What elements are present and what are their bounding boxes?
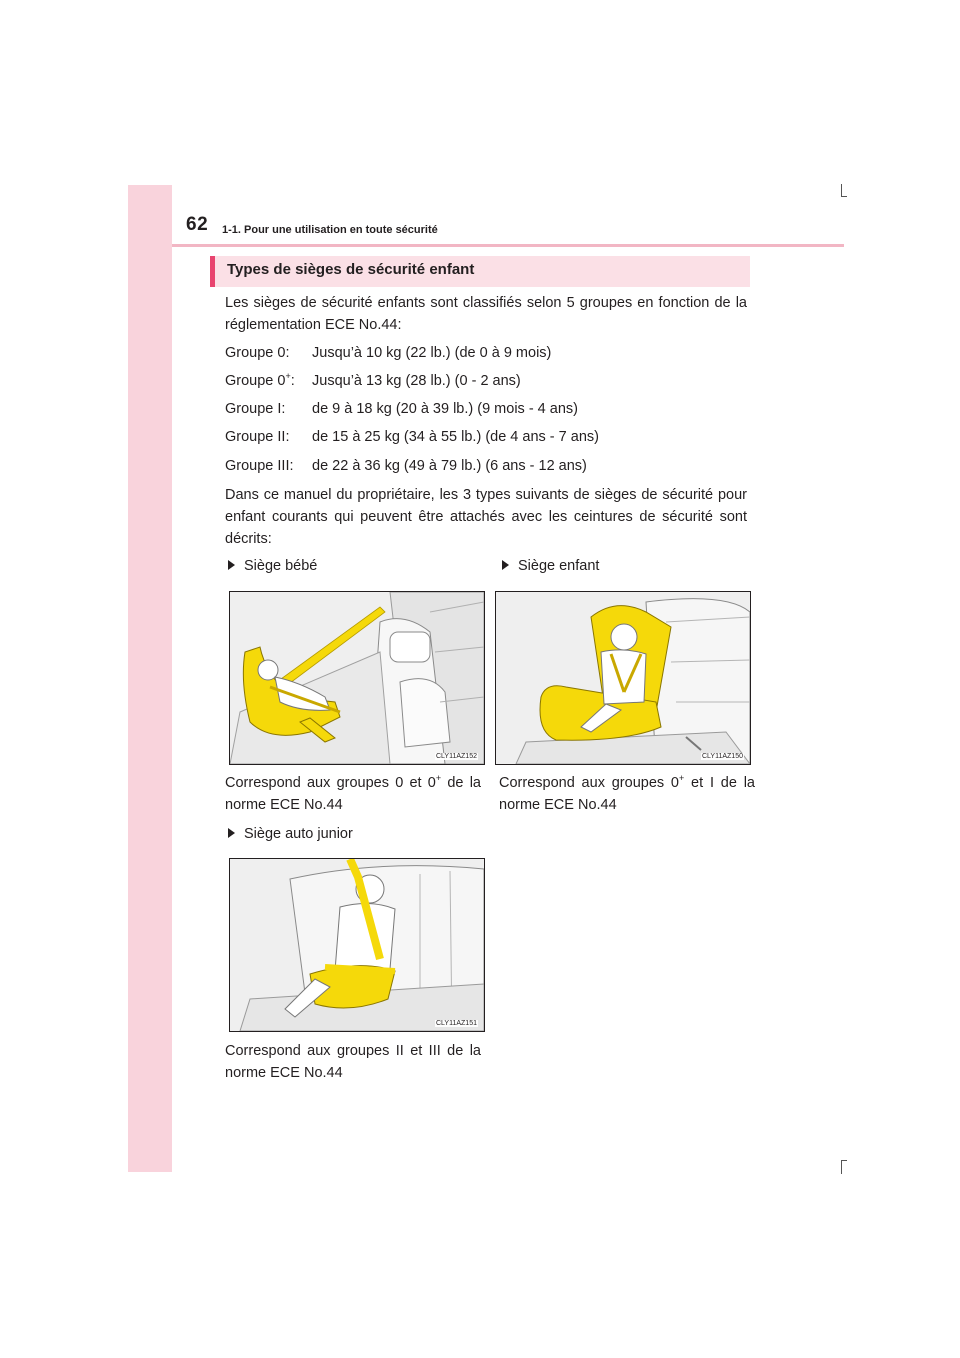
group-row — [225, 343, 551, 363]
group-desc: Jusqu’à 13 kg (28 lb.) (0 - 2 ans) — [312, 373, 521, 389]
header-rule — [172, 244, 844, 247]
seat-heading-child: Siège enfant — [502, 558, 599, 574]
seat-heading-infant: Siège bébé — [228, 558, 317, 574]
crop-mark — [841, 1160, 847, 1161]
infant-seat-drawing — [230, 592, 484, 764]
group-label: Groupe II: — [225, 429, 290, 445]
child-seat-drawing — [496, 592, 750, 764]
group-desc: de 22 à 36 kg (49 à 79 lb.) (6 ans - 12 ans) — [312, 458, 587, 474]
group-desc: de 15 à 25 kg (34 à 55 lb.) (de 4 ans - 7 ans) — [312, 429, 599, 445]
triangle-bullet-icon — [228, 560, 235, 570]
seat-caption-infant: Correspond aux groupes 0 et 0+ de la norme ECE No.44 — [225, 773, 481, 813]
group-row — [225, 399, 578, 419]
triangle-bullet-icon — [502, 560, 509, 570]
seat-caption-child: Correspond aux groupes 0+ et I de la norme ECE No.44 — [499, 773, 755, 813]
section-title-bar — [210, 256, 750, 287]
crop-mark — [841, 1160, 842, 1174]
group-label: Groupe 0+: — [225, 371, 295, 389]
triangle-bullet-icon — [228, 828, 235, 838]
group-row — [225, 427, 599, 447]
group-label: Groupe III: — [225, 458, 294, 474]
seat-heading-booster: Siège auto junior — [228, 826, 353, 842]
group-desc: de 9 à 18 kg (20 à 39 lb.) (9 mois - 4 ans) — [312, 401, 578, 417]
page-number: 62 — [186, 214, 209, 235]
infant-seat-illustration — [229, 591, 485, 765]
booster-seat-illustration — [229, 858, 485, 1032]
body-paragraph: Dans ce manuel du propriétaire, les 3 types suivants de sièges de sécurité pour enfant courants qui peuvent être attachés avec les ceintures de sécurité sont décrits: — [225, 487, 747, 547]
group-label: Groupe 0: — [225, 345, 290, 361]
section-header: 1-1. Pour une utilisation en toute sécurité — [222, 224, 438, 236]
figure-code: CLY11AZ152 — [436, 753, 477, 760]
child-seat-illustration — [495, 591, 751, 765]
group-label: Groupe I: — [225, 401, 286, 417]
seat-caption-booster: Correspond aux groupes II et III de la norme ECE No.44 — [225, 1043, 481, 1081]
crop-mark — [841, 196, 847, 197]
group-row — [225, 456, 587, 476]
intro-paragraph: Les sièges de sécurité enfants sont classifiés selon 5 groupes en fonction de la réglementation ECE No.44: — [225, 295, 747, 333]
group-desc: Jusqu’à 10 kg (22 lb.) (de 0 à 9 mois) — [312, 345, 552, 361]
booster-seat-drawing — [230, 859, 484, 1031]
figure-code: CLY11AZ150 — [702, 753, 743, 760]
section-title: Types de sièges de sécurité enfant — [227, 261, 475, 278]
chapter-sidebar — [128, 185, 172, 1172]
figure-code: CLY11AZ151 — [436, 1020, 477, 1027]
group-row — [225, 371, 521, 391]
